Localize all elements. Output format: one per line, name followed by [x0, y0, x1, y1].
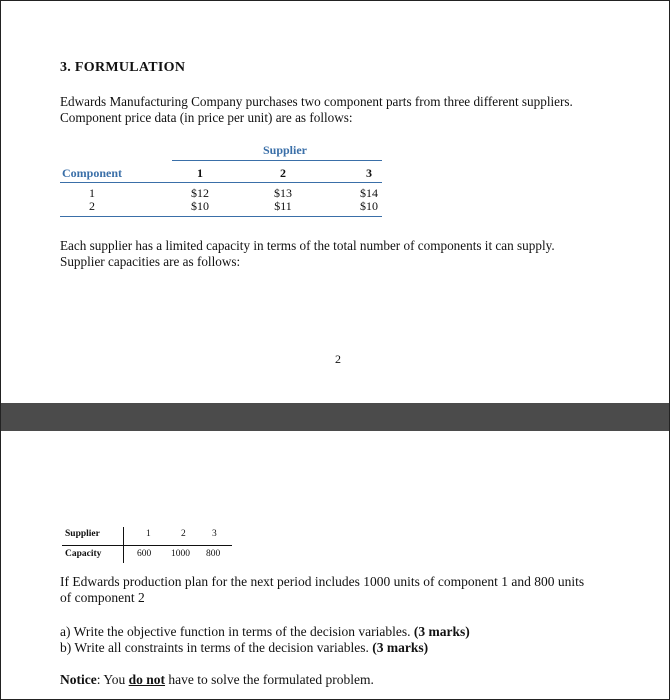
price-r1-s3: $14	[360, 186, 378, 200]
supplier-number-1: 1	[197, 166, 203, 180]
supplier-header: Supplier	[262, 143, 307, 157]
price-r1-s1: $12	[191, 186, 209, 200]
notice-emphasis: do not	[128, 672, 166, 687]
notice-label: Notice	[60, 672, 97, 687]
capacity-value-2: 1000	[171, 549, 190, 559]
question-a	[60, 624, 470, 640]
production-line-1: If Edwards production plan for the next period includes 1000 units of component 1 and 800 units	[60, 574, 585, 589]
capacity-supplier-3: 3	[212, 529, 217, 539]
price-r2-s3: $10	[360, 199, 378, 213]
bottom-rule	[60, 216, 382, 217]
intro-line-1: Edwards Manufacturing Company purchases two component parts from three different suppliers.	[60, 94, 573, 109]
price-r2-s1: $10	[191, 199, 209, 213]
document-page-bottom	[1, 431, 669, 699]
notice-text-after: have to solve the formulated problem.	[165, 672, 374, 687]
section-heading: 3. FORMULATION	[60, 60, 186, 75]
component-row-1-label: 1	[89, 186, 95, 200]
notice	[60, 672, 374, 688]
capacity-supplier-2: 2	[181, 529, 186, 539]
capacity-supplier-label: Supplier	[65, 529, 100, 539]
price-r2-s2: $11	[274, 199, 292, 213]
intro-line-2: Component price data (in price per unit) are as follows:	[60, 110, 353, 125]
capacity-supplier-1: 1	[146, 529, 151, 539]
notice-text-before: : You	[96, 672, 129, 687]
production-line-2: of component 2	[60, 590, 145, 605]
capacity-value-1: 600	[137, 549, 152, 559]
component-row-2-label: 2	[89, 199, 95, 213]
supplier-number-2: 2	[280, 166, 286, 180]
page-divider	[1, 403, 669, 431]
question-b-marks: (3 marks)	[372, 640, 429, 655]
page-number: 2	[335, 352, 341, 366]
supplier-header-rule	[172, 160, 382, 161]
capacity-value-3: 800	[206, 549, 221, 559]
question-b-text: b) Write all constraints in terms of the decision variables.	[60, 640, 373, 655]
capacity-intro-line-2: Supplier capacities are as follows:	[60, 254, 241, 269]
capacity-label: Capacity	[65, 549, 102, 559]
question-b	[60, 640, 428, 656]
price-r1-s2: $13	[274, 186, 292, 200]
capacity-table-hrule	[62, 545, 232, 546]
component-header: Component	[62, 166, 123, 180]
question-a-text: a) Write the objective function in terms of the decision variables.	[60, 624, 414, 639]
question-a-marks: (3 marks)	[413, 624, 470, 639]
supplier-number-3: 3	[366, 166, 372, 180]
header-rule	[60, 182, 382, 183]
capacity-intro-line-1: Each supplier has a limited capacity in terms of the total number of components it can supply.	[60, 238, 555, 253]
